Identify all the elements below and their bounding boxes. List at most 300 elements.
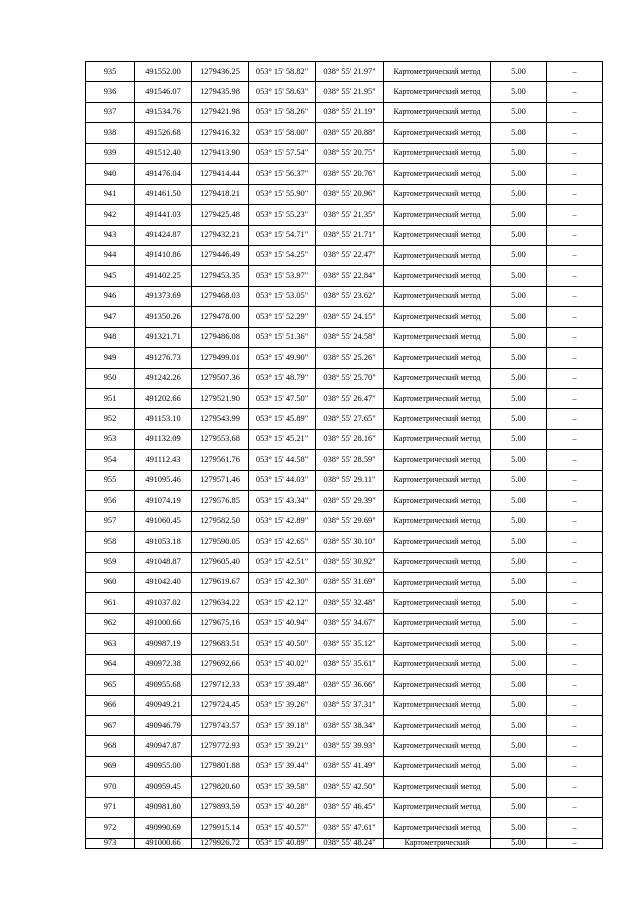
note-cell: –: [547, 552, 603, 572]
latitude-cell: 053° 15' 51.36": [249, 327, 316, 347]
point-number-cell: 971: [86, 797, 135, 817]
note-cell: –: [547, 838, 603, 848]
point-number-cell: 937: [86, 102, 135, 122]
accuracy-cell: 5.00: [491, 429, 547, 449]
longitude-cell: 038° 55' 26.47": [316, 389, 384, 409]
latitude-cell: 053° 15' 42.89": [249, 511, 316, 531]
latitude-cell: 053° 15' 40.02": [249, 654, 316, 674]
method-cell: Картометрический метод: [384, 450, 491, 470]
x-coordinate-cell: 491153.10: [135, 409, 192, 429]
latitude-cell: 053° 15' 44.03": [249, 470, 316, 490]
accuracy-cell: 5.00: [491, 491, 547, 511]
latitude-cell: 053° 15' 39.44": [249, 756, 316, 776]
accuracy-cell: 5.00: [491, 675, 547, 695]
y-coordinate-cell: 1279675.16: [192, 613, 249, 633]
y-coordinate-cell: 1279926.72: [192, 838, 249, 848]
y-coordinate-cell: 1279468.03: [192, 286, 249, 306]
method-cell: Картометрический метод: [384, 532, 491, 552]
x-coordinate-cell: 491552.00: [135, 62, 192, 82]
latitude-cell: 053° 15' 39.18": [249, 716, 316, 736]
longitude-cell: 038° 55' 29.11": [316, 470, 384, 490]
x-coordinate-cell: 490990.69: [135, 818, 192, 838]
longitude-cell: 038° 55' 21.97": [316, 62, 384, 82]
y-coordinate-cell: 1279561.76: [192, 450, 249, 470]
y-coordinate-cell: 1279772.93: [192, 736, 249, 756]
latitude-cell: 053° 15' 48.79": [249, 368, 316, 388]
longitude-cell: 038° 55' 42.50": [316, 777, 384, 797]
y-coordinate-cell: 1279435.98: [192, 82, 249, 102]
method-cell: Картометрический метод: [384, 245, 491, 265]
point-number-cell: 944: [86, 245, 135, 265]
method-cell: Картометрический метод: [384, 307, 491, 327]
method-cell: Картометрический метод: [384, 470, 491, 490]
table-row: [86, 818, 603, 838]
latitude-cell: 053° 15' 57.54": [249, 143, 316, 163]
note-cell: –: [547, 327, 603, 347]
table-row: [86, 245, 603, 265]
method-cell: Картометрический метод: [384, 82, 491, 102]
latitude-cell: 053° 15' 42.65": [249, 532, 316, 552]
y-coordinate-cell: 1279478.00: [192, 307, 249, 327]
y-coordinate-cell: 1279499.01: [192, 348, 249, 368]
accuracy-cell: 5.00: [491, 184, 547, 204]
method-cell: Картометрический метод: [384, 409, 491, 429]
method-cell: Картометрический метод: [384, 777, 491, 797]
latitude-cell: 053° 15' 54.25": [249, 245, 316, 265]
y-coordinate-cell: 1279507.36: [192, 368, 249, 388]
y-coordinate-cell: 1279543.99: [192, 409, 249, 429]
point-number-cell: 955: [86, 470, 135, 490]
accuracy-cell: 5.00: [491, 205, 547, 225]
x-coordinate-cell: 491000.66: [135, 838, 192, 848]
longitude-cell: 038° 55' 34.67": [316, 613, 384, 633]
note-cell: –: [547, 756, 603, 776]
accuracy-cell: 5.00: [491, 286, 547, 306]
method-cell: Картометрический метод: [384, 286, 491, 306]
latitude-cell: 053° 15' 44.58": [249, 450, 316, 470]
table-row: [86, 123, 603, 143]
note-cell: –: [547, 102, 603, 122]
latitude-cell: 053° 15' 39.21": [249, 736, 316, 756]
longitude-cell: 038° 55' 25.26": [316, 348, 384, 368]
method-cell: Картометрический метод: [384, 225, 491, 245]
x-coordinate-cell: 490949.21: [135, 695, 192, 715]
y-coordinate-cell: 1279432.21: [192, 225, 249, 245]
method-cell: Картометрический метод: [384, 613, 491, 633]
table-row: [86, 429, 603, 449]
longitude-cell: 038° 55' 21.19": [316, 102, 384, 122]
point-number-cell: 966: [86, 695, 135, 715]
longitude-cell: 038° 55' 41.49": [316, 756, 384, 776]
longitude-cell: 038° 55' 37.31": [316, 695, 384, 715]
table-row: [86, 756, 603, 776]
accuracy-cell: 5.00: [491, 164, 547, 184]
latitude-cell: 053° 15' 58.82": [249, 62, 316, 82]
x-coordinate-cell: 491526.68: [135, 123, 192, 143]
x-coordinate-cell: 490972.38: [135, 654, 192, 674]
accuracy-cell: 5.00: [491, 266, 547, 286]
y-coordinate-cell: 1279414.44: [192, 164, 249, 184]
method-cell: Картометрический метод: [384, 695, 491, 715]
y-coordinate-cell: 1279436.25: [192, 62, 249, 82]
accuracy-cell: 5.00: [491, 368, 547, 388]
point-number-cell: 958: [86, 532, 135, 552]
latitude-cell: 053° 15' 52.29": [249, 307, 316, 327]
longitude-cell: 038° 55' 27.65": [316, 409, 384, 429]
table-row: [86, 491, 603, 511]
point-number-cell: 950: [86, 368, 135, 388]
method-cell: Картометрический метод: [384, 491, 491, 511]
note-cell: –: [547, 634, 603, 654]
note-cell: –: [547, 307, 603, 327]
longitude-cell: 038° 55' 20.75": [316, 143, 384, 163]
method-cell: Картометрический метод: [384, 634, 491, 654]
table-row: [86, 716, 603, 736]
table-row: [86, 164, 603, 184]
longitude-cell: 038° 55' 22.47": [316, 245, 384, 265]
method-cell: Картометрический метод: [384, 205, 491, 225]
table-row: [86, 532, 603, 552]
note-cell: –: [547, 675, 603, 695]
point-number-cell: 949: [86, 348, 135, 368]
longitude-cell: 038° 55' 38.34": [316, 716, 384, 736]
coordinates-table: [85, 61, 603, 849]
accuracy-cell: 5.00: [491, 470, 547, 490]
point-number-cell: 948: [86, 327, 135, 347]
y-coordinate-cell: 1279421.98: [192, 102, 249, 122]
y-coordinate-cell: 1279446.49: [192, 245, 249, 265]
note-cell: –: [547, 82, 603, 102]
longitude-cell: 038° 55' 29.69": [316, 511, 384, 531]
note-cell: –: [547, 143, 603, 163]
point-number-cell: 960: [86, 572, 135, 592]
longitude-cell: 038° 55' 23.62": [316, 286, 384, 306]
method-cell: Картометрический: [384, 838, 491, 848]
note-cell: –: [547, 205, 603, 225]
method-cell: Картометрический метод: [384, 62, 491, 82]
y-coordinate-cell: 1279692.66: [192, 654, 249, 674]
note-cell: –: [547, 225, 603, 245]
point-number-cell: 938: [86, 123, 135, 143]
accuracy-cell: 5.00: [491, 82, 547, 102]
table-row: [86, 82, 603, 102]
method-cell: Картометрический метод: [384, 429, 491, 449]
point-number-cell: 939: [86, 143, 135, 163]
y-coordinate-cell: 1279893.59: [192, 797, 249, 817]
longitude-cell: 038° 55' 30.10": [316, 532, 384, 552]
note-cell: –: [547, 797, 603, 817]
longitude-cell: 038° 55' 22.84": [316, 266, 384, 286]
longitude-cell: 038° 55' 35.61": [316, 654, 384, 674]
y-coordinate-cell: 1279712.33: [192, 675, 249, 695]
latitude-cell: 053° 15' 55.90": [249, 184, 316, 204]
point-number-cell: 954: [86, 450, 135, 470]
method-cell: Картометрический метод: [384, 756, 491, 776]
y-coordinate-cell: 1279915.14: [192, 818, 249, 838]
table-row: [86, 368, 603, 388]
y-coordinate-cell: 1279571.46: [192, 470, 249, 490]
table-row: [86, 511, 603, 531]
point-number-cell: 936: [86, 82, 135, 102]
point-number-cell: 941: [86, 184, 135, 204]
longitude-cell: 038° 55' 36.66": [316, 675, 384, 695]
point-number-cell: 968: [86, 736, 135, 756]
note-cell: –: [547, 450, 603, 470]
longitude-cell: 038° 55' 24.15": [316, 307, 384, 327]
note-cell: –: [547, 368, 603, 388]
table-row: [86, 797, 603, 817]
y-coordinate-cell: 1279724.45: [192, 695, 249, 715]
x-coordinate-cell: 490947.87: [135, 736, 192, 756]
accuracy-cell: 5.00: [491, 62, 547, 82]
accuracy-cell: 5.00: [491, 736, 547, 756]
note-cell: –: [547, 572, 603, 592]
accuracy-cell: 5.00: [491, 307, 547, 327]
table-row: [86, 184, 603, 204]
y-coordinate-cell: 1279521.90: [192, 389, 249, 409]
x-coordinate-cell: 491350.26: [135, 307, 192, 327]
table-row: [86, 409, 603, 429]
longitude-cell: 038° 55' 28.16": [316, 429, 384, 449]
x-coordinate-cell: 491060.45: [135, 511, 192, 531]
table-row: [86, 62, 603, 82]
latitude-cell: 053° 15' 42.51": [249, 552, 316, 572]
note-cell: –: [547, 716, 603, 736]
method-cell: Картометрический метод: [384, 654, 491, 674]
method-cell: Картометрический метод: [384, 184, 491, 204]
x-coordinate-cell: 491048.87: [135, 552, 192, 572]
latitude-cell: 053° 15' 39.48": [249, 675, 316, 695]
table-row: [86, 389, 603, 409]
accuracy-cell: 5.00: [491, 654, 547, 674]
latitude-cell: 053° 15' 47.50": [249, 389, 316, 409]
y-coordinate-cell: 1279425.48: [192, 205, 249, 225]
x-coordinate-cell: 491132.09: [135, 429, 192, 449]
x-coordinate-cell: 491461.50: [135, 184, 192, 204]
latitude-cell: 053° 15' 54.71": [249, 225, 316, 245]
y-coordinate-cell: 1279743.57: [192, 716, 249, 736]
note-cell: –: [547, 62, 603, 82]
x-coordinate-cell: 491202.66: [135, 389, 192, 409]
table-row: [86, 634, 603, 654]
method-cell: Картометрический метод: [384, 164, 491, 184]
point-number-cell: 959: [86, 552, 135, 572]
latitude-cell: 053° 15' 40.57": [249, 818, 316, 838]
accuracy-cell: 5.00: [491, 245, 547, 265]
note-cell: –: [547, 818, 603, 838]
latitude-cell: 053° 15' 39.58": [249, 777, 316, 797]
point-number-cell: 965: [86, 675, 135, 695]
table-row: [86, 143, 603, 163]
longitude-cell: 038° 55' 47.61": [316, 818, 384, 838]
accuracy-cell: 5.00: [491, 716, 547, 736]
point-number-cell: 964: [86, 654, 135, 674]
point-number-cell: 946: [86, 286, 135, 306]
accuracy-cell: 5.00: [491, 389, 547, 409]
point-number-cell: 945: [86, 266, 135, 286]
note-cell: –: [547, 593, 603, 613]
note-cell: –: [547, 470, 603, 490]
latitude-cell: 053° 15' 39.26": [249, 695, 316, 715]
point-number-cell: 962: [86, 613, 135, 633]
latitude-cell: 053° 15' 58.63": [249, 82, 316, 102]
x-coordinate-cell: 491546.07: [135, 82, 192, 102]
longitude-cell: 038° 55' 21.95": [316, 82, 384, 102]
y-coordinate-cell: 1279576.85: [192, 491, 249, 511]
table-row: [86, 205, 603, 225]
accuracy-cell: 5.00: [491, 634, 547, 654]
table-row: [86, 654, 603, 674]
note-cell: –: [547, 389, 603, 409]
table-row: [86, 777, 603, 797]
latitude-cell: 053° 15' 56.37": [249, 164, 316, 184]
method-cell: Картометрический метод: [384, 511, 491, 531]
method-cell: Картометрический метод: [384, 593, 491, 613]
longitude-cell: 038° 55' 29.39": [316, 491, 384, 511]
y-coordinate-cell: 1279418.21: [192, 184, 249, 204]
longitude-cell: 038° 55' 20.96": [316, 184, 384, 204]
table-row: [86, 327, 603, 347]
accuracy-cell: 5.00: [491, 532, 547, 552]
note-cell: –: [547, 348, 603, 368]
latitude-cell: 053° 15' 45.21": [249, 429, 316, 449]
y-coordinate-cell: 1279605.40: [192, 552, 249, 572]
x-coordinate-cell: 491074.19: [135, 491, 192, 511]
accuracy-cell: 5.00: [491, 143, 547, 163]
x-coordinate-cell: 491037.02: [135, 593, 192, 613]
latitude-cell: 053° 15' 43.34": [249, 491, 316, 511]
x-coordinate-cell: 491402.25: [135, 266, 192, 286]
x-coordinate-cell: 491424.87: [135, 225, 192, 245]
accuracy-cell: 5.00: [491, 593, 547, 613]
method-cell: Картометрический метод: [384, 736, 491, 756]
table-row: [86, 266, 603, 286]
y-coordinate-cell: 1279453.35: [192, 266, 249, 286]
y-coordinate-cell: 1279486.08: [192, 327, 249, 347]
x-coordinate-cell: 491042.40: [135, 572, 192, 592]
table-row: [86, 307, 603, 327]
longitude-cell: 038° 55' 21.71": [316, 225, 384, 245]
longitude-cell: 038° 55' 32.48": [316, 593, 384, 613]
note-cell: –: [547, 245, 603, 265]
table-row: [86, 348, 603, 368]
latitude-cell: 053° 15' 42.30": [249, 572, 316, 592]
table-row: [86, 736, 603, 756]
method-cell: Картометрический метод: [384, 102, 491, 122]
longitude-cell: 038° 55' 24.58": [316, 327, 384, 347]
accuracy-cell: 5.00: [491, 695, 547, 715]
accuracy-cell: 5.00: [491, 838, 547, 848]
longitude-cell: 038° 55' 20.76": [316, 164, 384, 184]
x-coordinate-cell: 491053.18: [135, 532, 192, 552]
point-number-cell: 952: [86, 409, 135, 429]
table-row: [86, 102, 603, 122]
point-number-cell: 963: [86, 634, 135, 654]
table-row: [86, 572, 603, 592]
point-number-cell: 935: [86, 62, 135, 82]
method-cell: Картометрический метод: [384, 675, 491, 695]
x-coordinate-cell: 491000.66: [135, 613, 192, 633]
y-coordinate-cell: 1279413.90: [192, 143, 249, 163]
method-cell: Картометрический метод: [384, 572, 491, 592]
note-cell: –: [547, 123, 603, 143]
table-row: [86, 286, 603, 306]
accuracy-cell: 5.00: [491, 102, 547, 122]
x-coordinate-cell: 491095.46: [135, 470, 192, 490]
longitude-cell: 038° 55' 30.92": [316, 552, 384, 572]
longitude-cell: 038° 55' 21.35": [316, 205, 384, 225]
method-cell: Картометрический метод: [384, 716, 491, 736]
accuracy-cell: 5.00: [491, 756, 547, 776]
latitude-cell: 053° 15' 55.23": [249, 205, 316, 225]
method-cell: Картометрический метод: [384, 143, 491, 163]
point-number-cell: 957: [86, 511, 135, 531]
method-cell: Картометрический метод: [384, 368, 491, 388]
accuracy-cell: 5.00: [491, 123, 547, 143]
accuracy-cell: 5.00: [491, 511, 547, 531]
x-coordinate-cell: 491512.40: [135, 143, 192, 163]
longitude-cell: 038° 55' 35.12": [316, 634, 384, 654]
method-cell: Картометрический метод: [384, 123, 491, 143]
method-cell: Картометрический метод: [384, 266, 491, 286]
latitude-cell: 053° 15' 40.89": [249, 838, 316, 848]
x-coordinate-cell: 490987.19: [135, 634, 192, 654]
note-cell: –: [547, 491, 603, 511]
note-cell: –: [547, 184, 603, 204]
y-coordinate-cell: 1279590.05: [192, 532, 249, 552]
y-coordinate-cell: 1279553.68: [192, 429, 249, 449]
y-coordinate-cell: 1279683.51: [192, 634, 249, 654]
method-cell: Картометрический метод: [384, 348, 491, 368]
latitude-cell: 053° 15' 58.26": [249, 102, 316, 122]
x-coordinate-cell: 491410.86: [135, 245, 192, 265]
method-cell: Картометрический метод: [384, 797, 491, 817]
point-number-cell: 970: [86, 777, 135, 797]
note-cell: –: [547, 511, 603, 531]
x-coordinate-cell: 491476.04: [135, 164, 192, 184]
accuracy-cell: 5.00: [491, 613, 547, 633]
x-coordinate-cell: 491276.73: [135, 348, 192, 368]
x-coordinate-cell: 491242.26: [135, 368, 192, 388]
x-coordinate-cell: 490981.80: [135, 797, 192, 817]
point-number-cell: 969: [86, 756, 135, 776]
note-cell: –: [547, 736, 603, 756]
point-number-cell: 947: [86, 307, 135, 327]
latitude-cell: 053° 15' 40.94": [249, 613, 316, 633]
method-cell: Картометрический метод: [384, 389, 491, 409]
accuracy-cell: 5.00: [491, 777, 547, 797]
note-cell: –: [547, 266, 603, 286]
latitude-cell: 053° 15' 49.90": [249, 348, 316, 368]
x-coordinate-cell: 491321.71: [135, 327, 192, 347]
note-cell: –: [547, 286, 603, 306]
point-number-cell: 943: [86, 225, 135, 245]
latitude-cell: 053° 15' 40.28": [249, 797, 316, 817]
y-coordinate-cell: 1279582.50: [192, 511, 249, 531]
x-coordinate-cell: 491441.03: [135, 205, 192, 225]
longitude-cell: 038° 55' 39.93": [316, 736, 384, 756]
point-number-cell: 953: [86, 429, 135, 449]
y-coordinate-cell: 1279801.88: [192, 756, 249, 776]
latitude-cell: 053° 15' 40.50": [249, 634, 316, 654]
table-row: [86, 450, 603, 470]
table-row: [86, 225, 603, 245]
x-coordinate-cell: 491534.76: [135, 102, 192, 122]
method-cell: Картометрический метод: [384, 818, 491, 838]
latitude-cell: 053° 15' 58.00": [249, 123, 316, 143]
x-coordinate-cell: 491373.69: [135, 286, 192, 306]
accuracy-cell: 5.00: [491, 572, 547, 592]
